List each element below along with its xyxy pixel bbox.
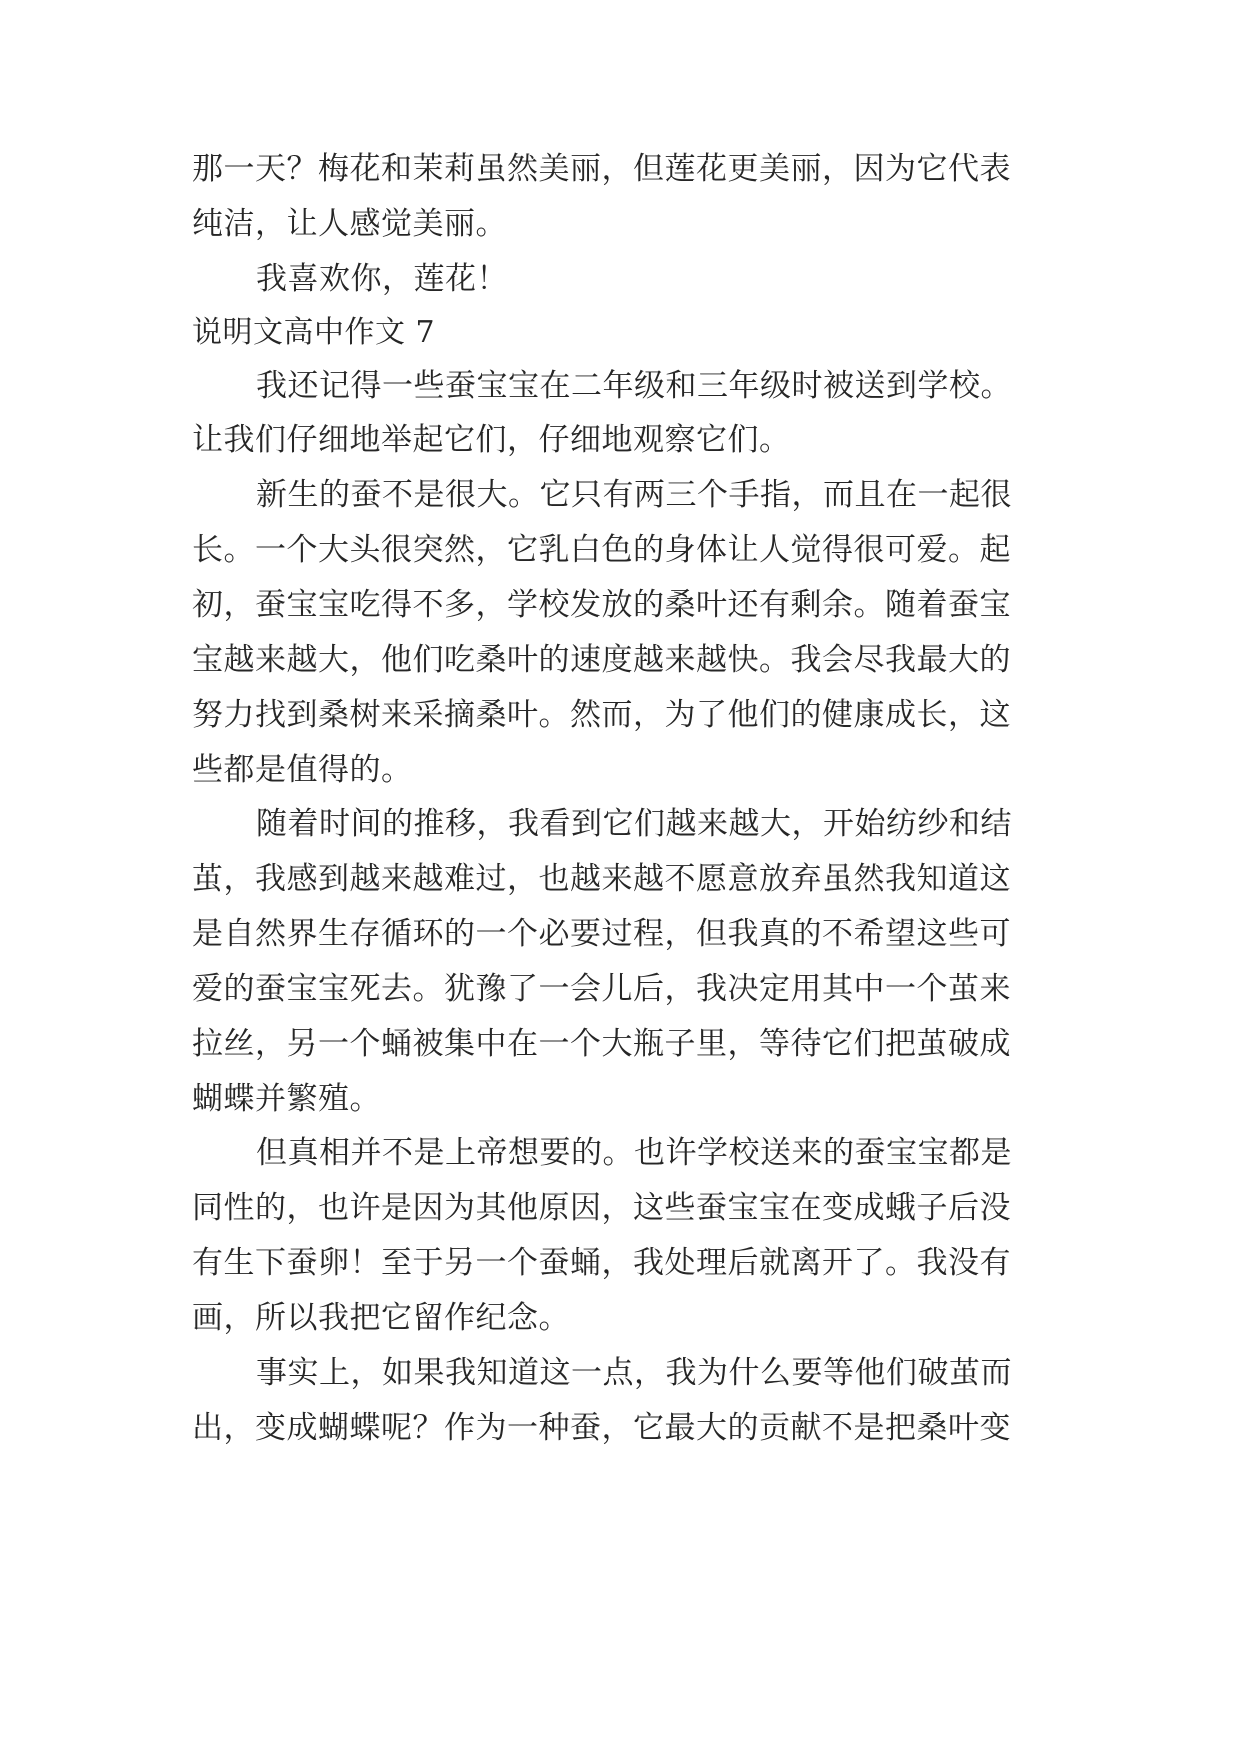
text-line: 但真相并不是上帝想要的。也许学校送来的蚕宝宝都是 [256, 1135, 1012, 1171]
text-line: 我还记得一些蚕宝宝在二年级和三年级时被送到学校。 [256, 368, 1012, 404]
section-heading: 说明文高中作文 7 [192, 315, 436, 350]
text-line: 同性的，也许是因为其他原因，这些蚕宝宝在变成蛾子后没 [192, 1190, 1011, 1226]
text-line: 出，变成蝴蝶呢？作为一种蚕，它最大的贡献不是把桑叶变 [192, 1410, 1011, 1446]
text-line: 长。一个大头很突然，它乳白色的身体让人觉得很可爱。起 [192, 532, 1011, 568]
text-line: 我喜欢你，莲花！ [256, 261, 508, 297]
text-line: 些都是值得的。 [192, 752, 413, 788]
text-line: 让我们仔细地举起它们，仔细地观察它们。 [192, 422, 791, 458]
text-line: 随着时间的推移，我看到它们越来越大，开始纺纱和结 [256, 806, 1012, 842]
text-line: 爱的蚕宝宝死去。犹豫了一会儿后，我决定用其中一个茧来 [192, 971, 1011, 1007]
text-line: 有生下蚕卵！至于另一个蚕蛹，我处理后就离开了。我没有 [192, 1245, 1011, 1281]
text-line: 努力找到桑树来采摘桑叶。然而，为了他们的健康成长，这 [192, 697, 1011, 733]
text-line: 新生的蚕不是很大。它只有两三个手指，而且在一起很 [256, 477, 1012, 513]
text-line: 是自然界生存循环的一个必要过程，但我真的不希望这些可 [192, 916, 1011, 952]
text-line: 纯洁，让人感觉美丽。 [192, 206, 507, 242]
text-line: 蝴蝶并繁殖。 [192, 1081, 381, 1117]
text-line: 画，所以我把它留作纪念。 [192, 1300, 570, 1336]
text-line: 茧，我感到越来越难过，也越来越不愿意放弃虽然我知道这 [192, 861, 1011, 897]
text-line: 事实上，如果我知道这一点，我为什么要等他们破茧而 [256, 1355, 1012, 1391]
text-line: 初，蚕宝宝吃得不多，学校发放的桑叶还有剩余。随着蚕宝 [192, 587, 1011, 623]
text-line: 那一天？梅花和茉莉虽然美丽，但莲花更美丽，因为它代表 [192, 151, 1011, 187]
text-line: 宝越来越大，他们吃桑叶的速度越来越快。我会尽我最大的 [192, 642, 1011, 678]
text-line: 拉丝，另一个蛹被集中在一个大瓶子里，等待它们把茧破成 [192, 1026, 1011, 1062]
